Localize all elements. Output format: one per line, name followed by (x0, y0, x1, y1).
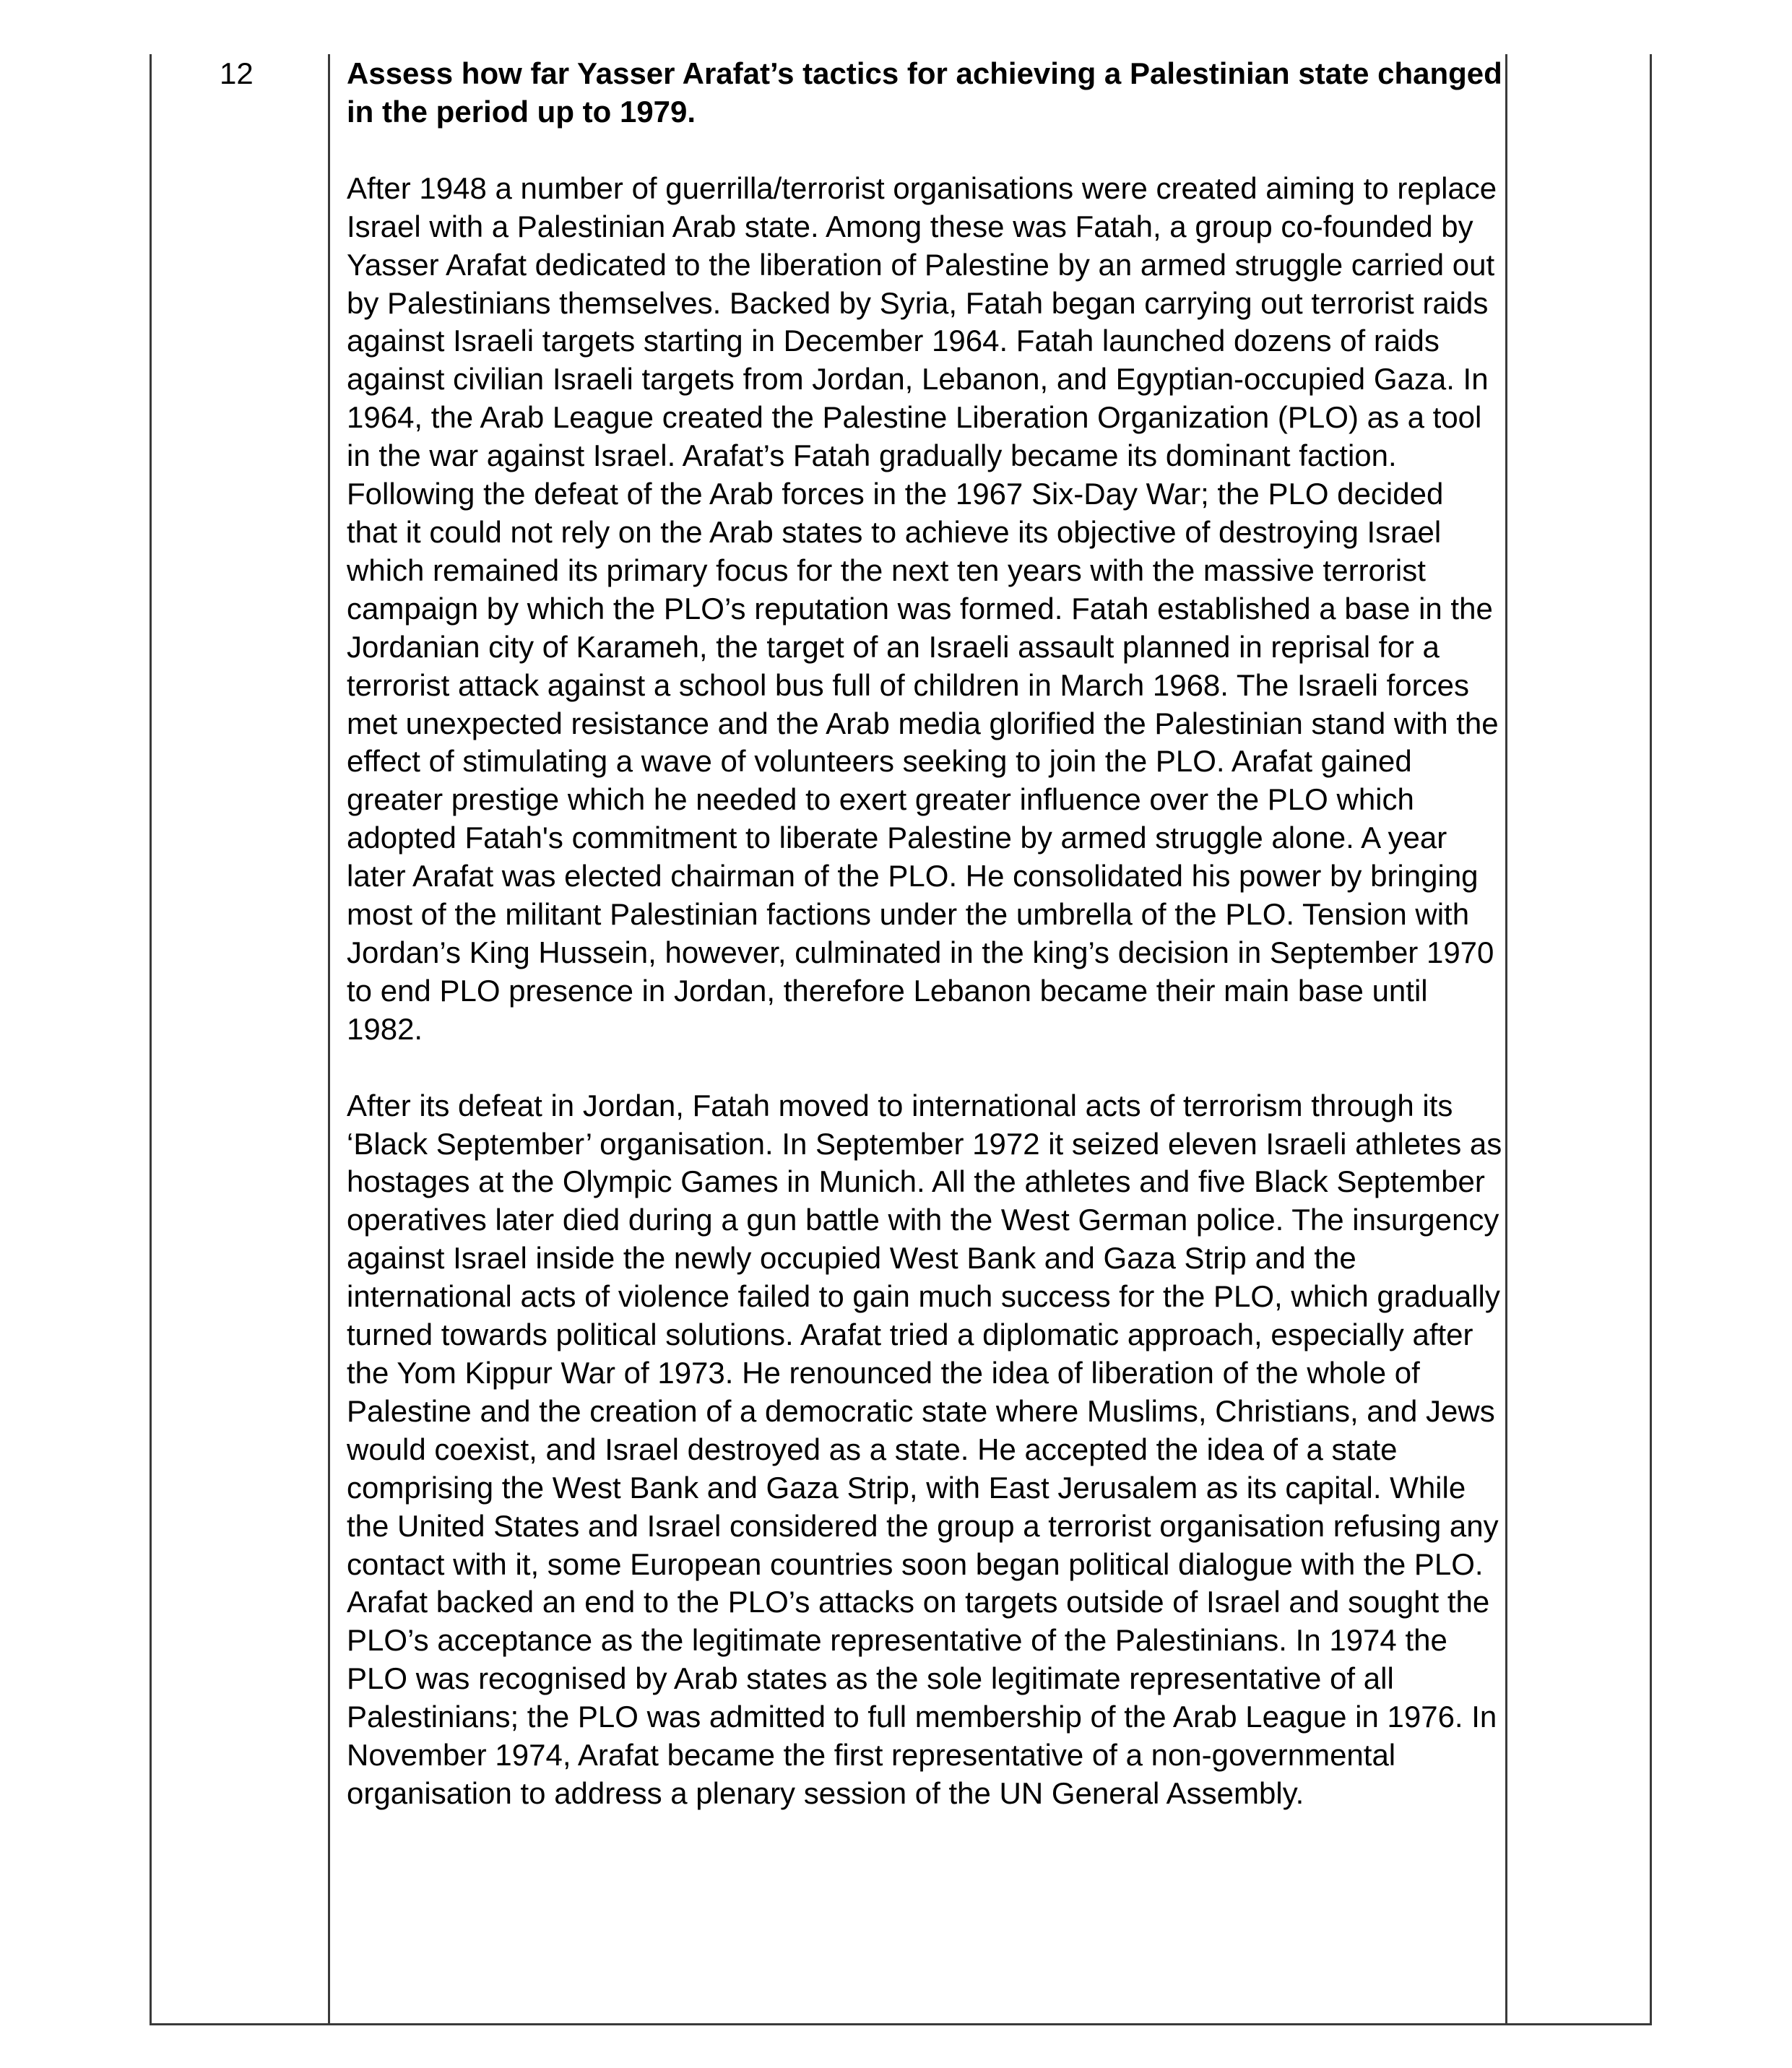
answer-cell (347, 55, 1502, 1813)
question-number: 12 (220, 56, 254, 90)
table-left-border (150, 54, 152, 2025)
answer-paragraph-2: After its defeat in Jordan, Fatah moved to international acts of terrorism through its ‘Black September’ organisation. In September 1972 it seized eleven Israeli athletes as hostages at the Olympic Games in Munich. All the athletes and five Black September operatives later died during a gun battle with the West German police. The insurgency against Israel inside the newly occupied West Bank and Gaza Strip and the international acts of violence failed to gain much success for the PLO, which gradually turned towards political solutions. Arafat tried a diplomatic approach, especially after the Yom Kippur War of 1973. He renounced the idea of liberation of the whole of Palestine and the creation of a democratic state where Muslims, Christians, and Jews would coexist, and Israel destroyed as a state. He accepted the idea of a state comprising the West Bank and Gaza Strip, with East Jerusalem as its capital. While the United States and Israel considered the group a terrorist organisation refusing any contact with it, some European countries soon began political dialogue with the PLO. Arafat backed an end to the PLO’s attacks on targets outside of Israel and sought the PLO’s acceptance as the legitimate representative of the Palestinians. In 1974 the PLO was recognised by Arab states as the sole legitimate representative of all Palestinians; the PLO was admitted to full membership of the Arab League in 1976. In November 1974, Arafat became the first representative of a non-governmental organisation to address a plenary session of the UN General Assembly. (347, 1088, 1502, 1810)
answer-paragraph-1: After 1948 a number of guerrilla/terrorist organisations were created aiming to replace Israel with a Palestinian Arab state. Among these was Fatah, a group co-founded by Yasser Arafat dedicated to the liberation of Palestine by an armed struggle carried out by Palestinians themselves. Backed by Syria, Fatah began carrying out terrorist raids against Israeli targets starting in December 1964. Fatah launched dozens of raids against civilian Israeli targets from Jordan, Lebanon, and Egyptian-occupied Gaza. In 1964, the Arab League created the Palestine Liberation Organization (PLO) as a tool in the war against Israel. Arafat’s Fatah gradually became its dominant faction. Following the defeat of the Arab forces in the 1967 Six-Day War; the PLO decided that it could not rely on the Arab states to achieve its objective of destroying Israel which remained its primary focus for the next ten years with the massive terrorist campaign by which the PLO’s reputation was formed. Fatah established a base in the Jordanian city of Karameh, the target of an Israeli assault planned in reprisal for a terrorist attack against a school bus full of children in March 1968. The Israeli forces met unexpected resistance and the Arab media glorified the Palestinian stand with the effect of stimulating a wave of volunteers seeking to join the PLO. Arafat gained greater prestige which he needed to exert greater influence over the PLO which adopted Fatah's commitment to liberate Palestine by armed struggle alone. A year later Arafat was elected chairman of the PLO. He consolidated his power by bringing most of the militant Palestinian factions under the umbrella of the PLO. Tension with Jordan’s King Hussein, however, culminated in the king’s decision in September 1970 to end PLO presence in Jordan, therefore Lebanon became their main base until 1982. (347, 170, 1499, 1046)
table-column-divider-1 (328, 54, 330, 2025)
question-heading: Assess how far Yasser Arafat’s tactics for achieving a Palestinian state changed in the period up to 1979. (347, 56, 1502, 129)
table-column-divider-2 (1505, 54, 1507, 2025)
table-right-border (1650, 54, 1652, 2025)
table-bottom-border (150, 2023, 1652, 2025)
